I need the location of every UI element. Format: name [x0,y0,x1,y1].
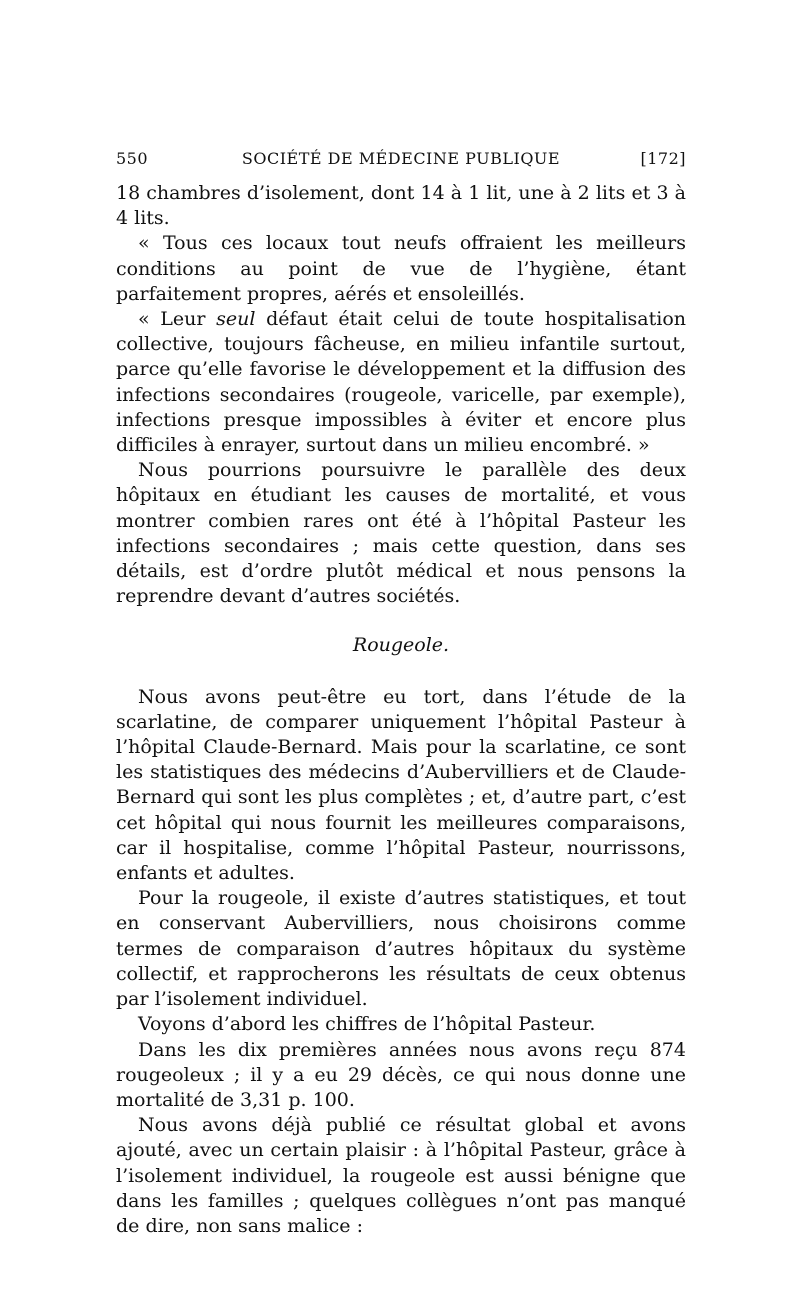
page-body [116,181,686,1239]
running-header [116,149,686,173]
paragraph-continued: 18 chambres d’isolement, dont 14 à 1 lit, une à 2 lits et 3 à 4 lits. [116,182,686,230]
quote-paragraph-2 [116,307,686,458]
paragraph-pasteur-figures: Voyons d’abord les chiffres de l’hôpital Pasteur. [138,1013,596,1036]
emphasis-seul: seul [216,308,256,331]
quote-2-end: défaut était celui de toute hospitalisation collective, toujours fâcheuse, en milieu infantile surtout, parce qu’elle favorise le développement et la diffusion des infections secondaires (rougeole, varicelle, par exemple), infections presque impossibles à éviter et encore plus difficiles à enrayer, surtout dans un milieu encombré. » [116,308,686,457]
paragraph-statistics: Pour la rougeole, il existe d’autres statistiques, et tout en conservant Aubervilliers, nous choisirons comme termes de comparaison d’autres hôpitaux du système collectif, et rapprocherons les résultats de ceux obtenus par l’isolement individuel. [116,887,686,1011]
paragraph-published-result: Nous avons déjà publié ce résultat global et avons ajouté, avec un certain plaisir : à l’hôpital Pasteur, grâce à l’isolement individuel, la rougeole est aussi bénigne que dans les familles ; quelques collègues n’ont pas manqué de dire, non sans malice : [116,1114,686,1237]
running-title: SOCIÉTÉ DE MÉDECINE PUBLIQUE [241,149,561,168]
paragraph-scarlatine: Nous avons peut-être eu tort, dans l’étude de la scarlatine, de comparer uniquement l’hôpital Pasteur à l’hôpital Claude-Bernard. Mais pour la scarlatine, ce sont les statistiques des médecins d’Aubervilliers et de Claude-Bernard qui sont les plus complètes ; et, d’autre part, c’est cet hôpital qui nous fournit les meilleures comparaisons, car il hospitalise, comme l’hôpital Pasteur, nourrissons, enfants et adultes. [116,685,686,885]
section-heading: Rougeole. [352,634,450,657]
paragraph-comparison: Nous pourrions poursuivre le parallèle des deux hôpitaux en étudiant les causes de mortalité, et vous montrer combien rares ont été à l’hôpital Pasteur les infections secondaires ; mais cette question, dans ses détails, est d’ordre plutôt médical et nous pensons la reprendre devant d’autres sociétés. [116,459,686,608]
quote-paragraph-1: « Tous ces locaux tout neufs offraient les meilleurs conditions au point de vue de l’hygiène, étant parfaitement propres, aérés et ensoleillés. [116,232,686,305]
page-number: 550 [116,149,149,168]
paragraph-mortality: Dans les dix premières années nous avons reçu 874 rougeoleux ; il y a eu 29 décès, ce qui nous donne une mortalité de 3,31 p. 100. [116,1038,686,1111]
bracket-page-number: [172] [640,149,686,168]
quote-2-start: « Leur [138,308,217,331]
